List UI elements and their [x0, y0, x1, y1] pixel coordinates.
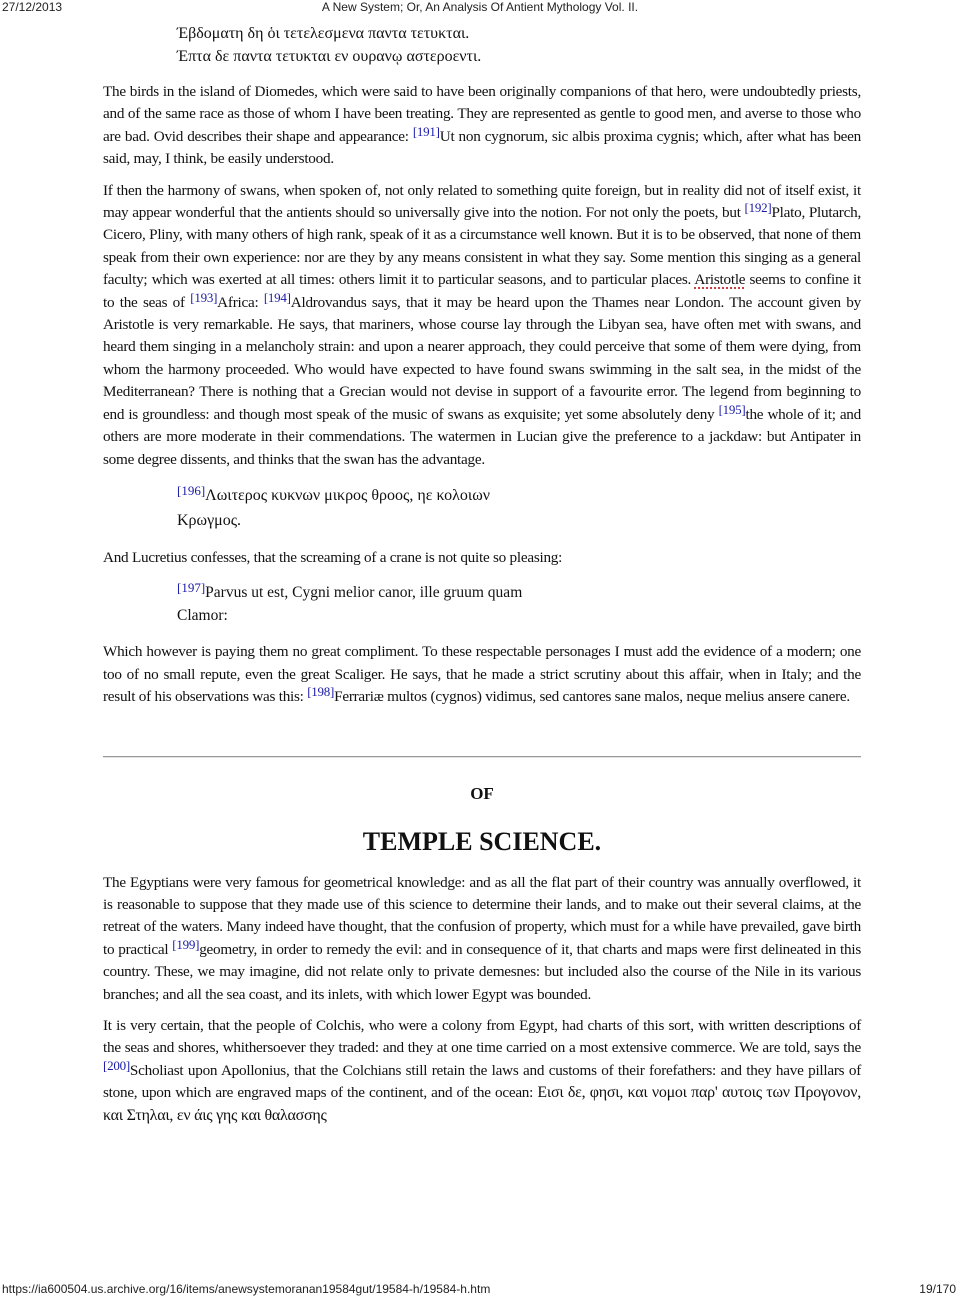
- source-url: https://ia600504.us.archive.org/16/items/anewsystemoranan19584gut/19584-h/19584-h.htm: [2, 1282, 491, 1296]
- paragraph-egyptian-geometry: The Egyptians were very famous for geometrical knowledge: and as all the flat part of their country was annually overflowed, it is reasonable to suppose that they made use of this science to determine their lands, and to make out their several claims, at the retreat of the waters. Many indeed have thought, that the confusion of property, which must for a while have prevailed, gave birth to practical [199]geometry, in order to remedy the evil: and in consequence of it, that charts and maps were first delineated in this country. These, we may imagine, did not relate only to private demesnes: but included also the course of the Nile in its various branches; and all the sea coast, and its inlets, with which lower Egypt was bounded.: [103, 873, 861, 1003]
- print-date: 27/12/2013: [2, 0, 63, 14]
- page-number: 19/170: [919, 1282, 956, 1296]
- footnote-link-199[interactable]: [199]: [172, 936, 200, 952]
- page-content: [103, 22, 861, 1136]
- paragraph-harmony-of-swans: If then the harmony of swans, when spoken of, not only related to something quite foreign, but in reality did not of itself exist, it may appear wonderful that the antients should so universally give into the notion. For not only the poets, but [192]Plato, Plutarch, Cicero, Pliny, with many others of high rank, speak of it as a circumstance well known. But it is to be observed, that none of them speak from their own experience: nor are they by any means consistent in what they say. Some mention this singing as a general faculty; which was exerted at all times: others limit it to particular seasons, and to particular places. Aristotle seems to confine it to the seas of [193]Africa: [194]Aldrovandus says, that it may be heard upon the Thames near London. The account given by Aristotle is very remarkable. He says, that mariners, whose course lay through the Libyan sea, have often met with swans, and heard them singing in a melancholy strain: and upon a nearer approach, they could perceive that some of them were dying, from whom the harmony proceeded. Who would have expected to have found swans swimming in the salt sea, in the midst of the Mediterranean? There is nothing that a Grecian would not devise in support of a favourite error. The legend from beginning to end is groundless: and though most speak of the music of swans as exquisite; yet some absolutely deny [195]the whole of it; and others are more moderate in their commendations. The watermen in Lucian give the preference to a jackdaw: but Antipater in some degree dissents, and thinks that the swan has the advantage.: [103, 181, 861, 468]
- aristotle-link[interactable]: Aristotle: [694, 271, 746, 289]
- footnote-link-198[interactable]: [198]: [307, 684, 335, 700]
- footnote-link-193[interactable]: [193]: [190, 289, 218, 305]
- paragraph-diomedes-birds: The birds in the island of Diomedes, which were said to have been originally companions of that hero, were undoubtedly priests, and of the same race as those of whom I have been treating. They are represented as gentle to good men, and averse to those who are bad. Ovid describes their shape and appearance: [191]Ut non cygnorum, sic albis proxima cygnis; which, after what has been said, may, I think, be easily understood.: [103, 83, 861, 168]
- latin-quote: [197]Parvus ut est, Cygni melior canor, ille gruum quam Clamor:: [177, 580, 523, 625]
- footnote-link-192[interactable]: [192]: [744, 200, 772, 216]
- footnote-link-196[interactable]: [196]: [177, 482, 206, 498]
- print-header: [0, 0, 960, 16]
- document-title: A New System; Or, An Analysis Of Antient Mythology Vol. II.: [321, 0, 639, 14]
- footnote-link-194[interactable]: [194]: [263, 289, 291, 305]
- greek-citation: Εισι δε, φησι, και νομοι παρ' αυτοις των Προγονον, και Στηλαι, εν άις γης και θαλασσης: [103, 1084, 861, 1124]
- greek-verse: [177, 22, 861, 68]
- paragraph-scaliger: Which however is paying them no great compliment. To these respectable personages I must add the evidence of a modern; one too of no small repute, even the great Scaliger. He says, that he made a strict scrutiny about this affair, when in Italy; and the result of his observations was this: [198]Ferrariæ multos (cygnos) vidimus, sed cantores sane malos, neque melius ansere canere.: [103, 643, 861, 706]
- section-divider: [103, 756, 861, 758]
- print-footer: [0, 1282, 960, 1297]
- section-title: TEMPLE SCIENCE.: [362, 826, 602, 856]
- paragraph-lucretius: And Lucretius confesses, that the screaming of a crane is not quite so pleasing:: [103, 548, 563, 566]
- footnote-link-197[interactable]: [197]: [177, 580, 206, 596]
- section-prefix: OF: [470, 783, 494, 803]
- footnote-link-195[interactable]: [195]: [718, 401, 746, 417]
- paragraph-colchis-charts: It is very certain, that the people of Colchis, who were a colony from Egypt, had charts of this sort, with written descriptions of the seas and shores, whithersoever they traded: and they at one time carried on a most extensive commerce. We are told, says the [200]Scholiast upon Apollonius, that the Colchians still retain the laws and customs of their forefathers: and they have pillars of stone, upon which are engraved maps of the continent, and of the ocean: Εισι δε, φησι, και νομοι παρ' αυτοις των Προγονον, και Στηλαι, εν άις γης και θαλασσης: [103, 1016, 861, 1124]
- footnote-link-200[interactable]: [200]: [103, 1057, 130, 1073]
- verse-line: Έπτα δε παντα τετυκται εν ουρανῳ αστεροεντι.: [177, 48, 482, 65]
- greek-quote: [196]Λωιτερος κυκνων μικρος θροος, ηε κολοιων Κρωγμος.: [177, 482, 490, 529]
- footnote-link-191[interactable]: [191]: [412, 123, 440, 139]
- verse-line: Έβδοματη δη ὁι τετελεσμενα παντα τετυκται.: [177, 25, 470, 42]
